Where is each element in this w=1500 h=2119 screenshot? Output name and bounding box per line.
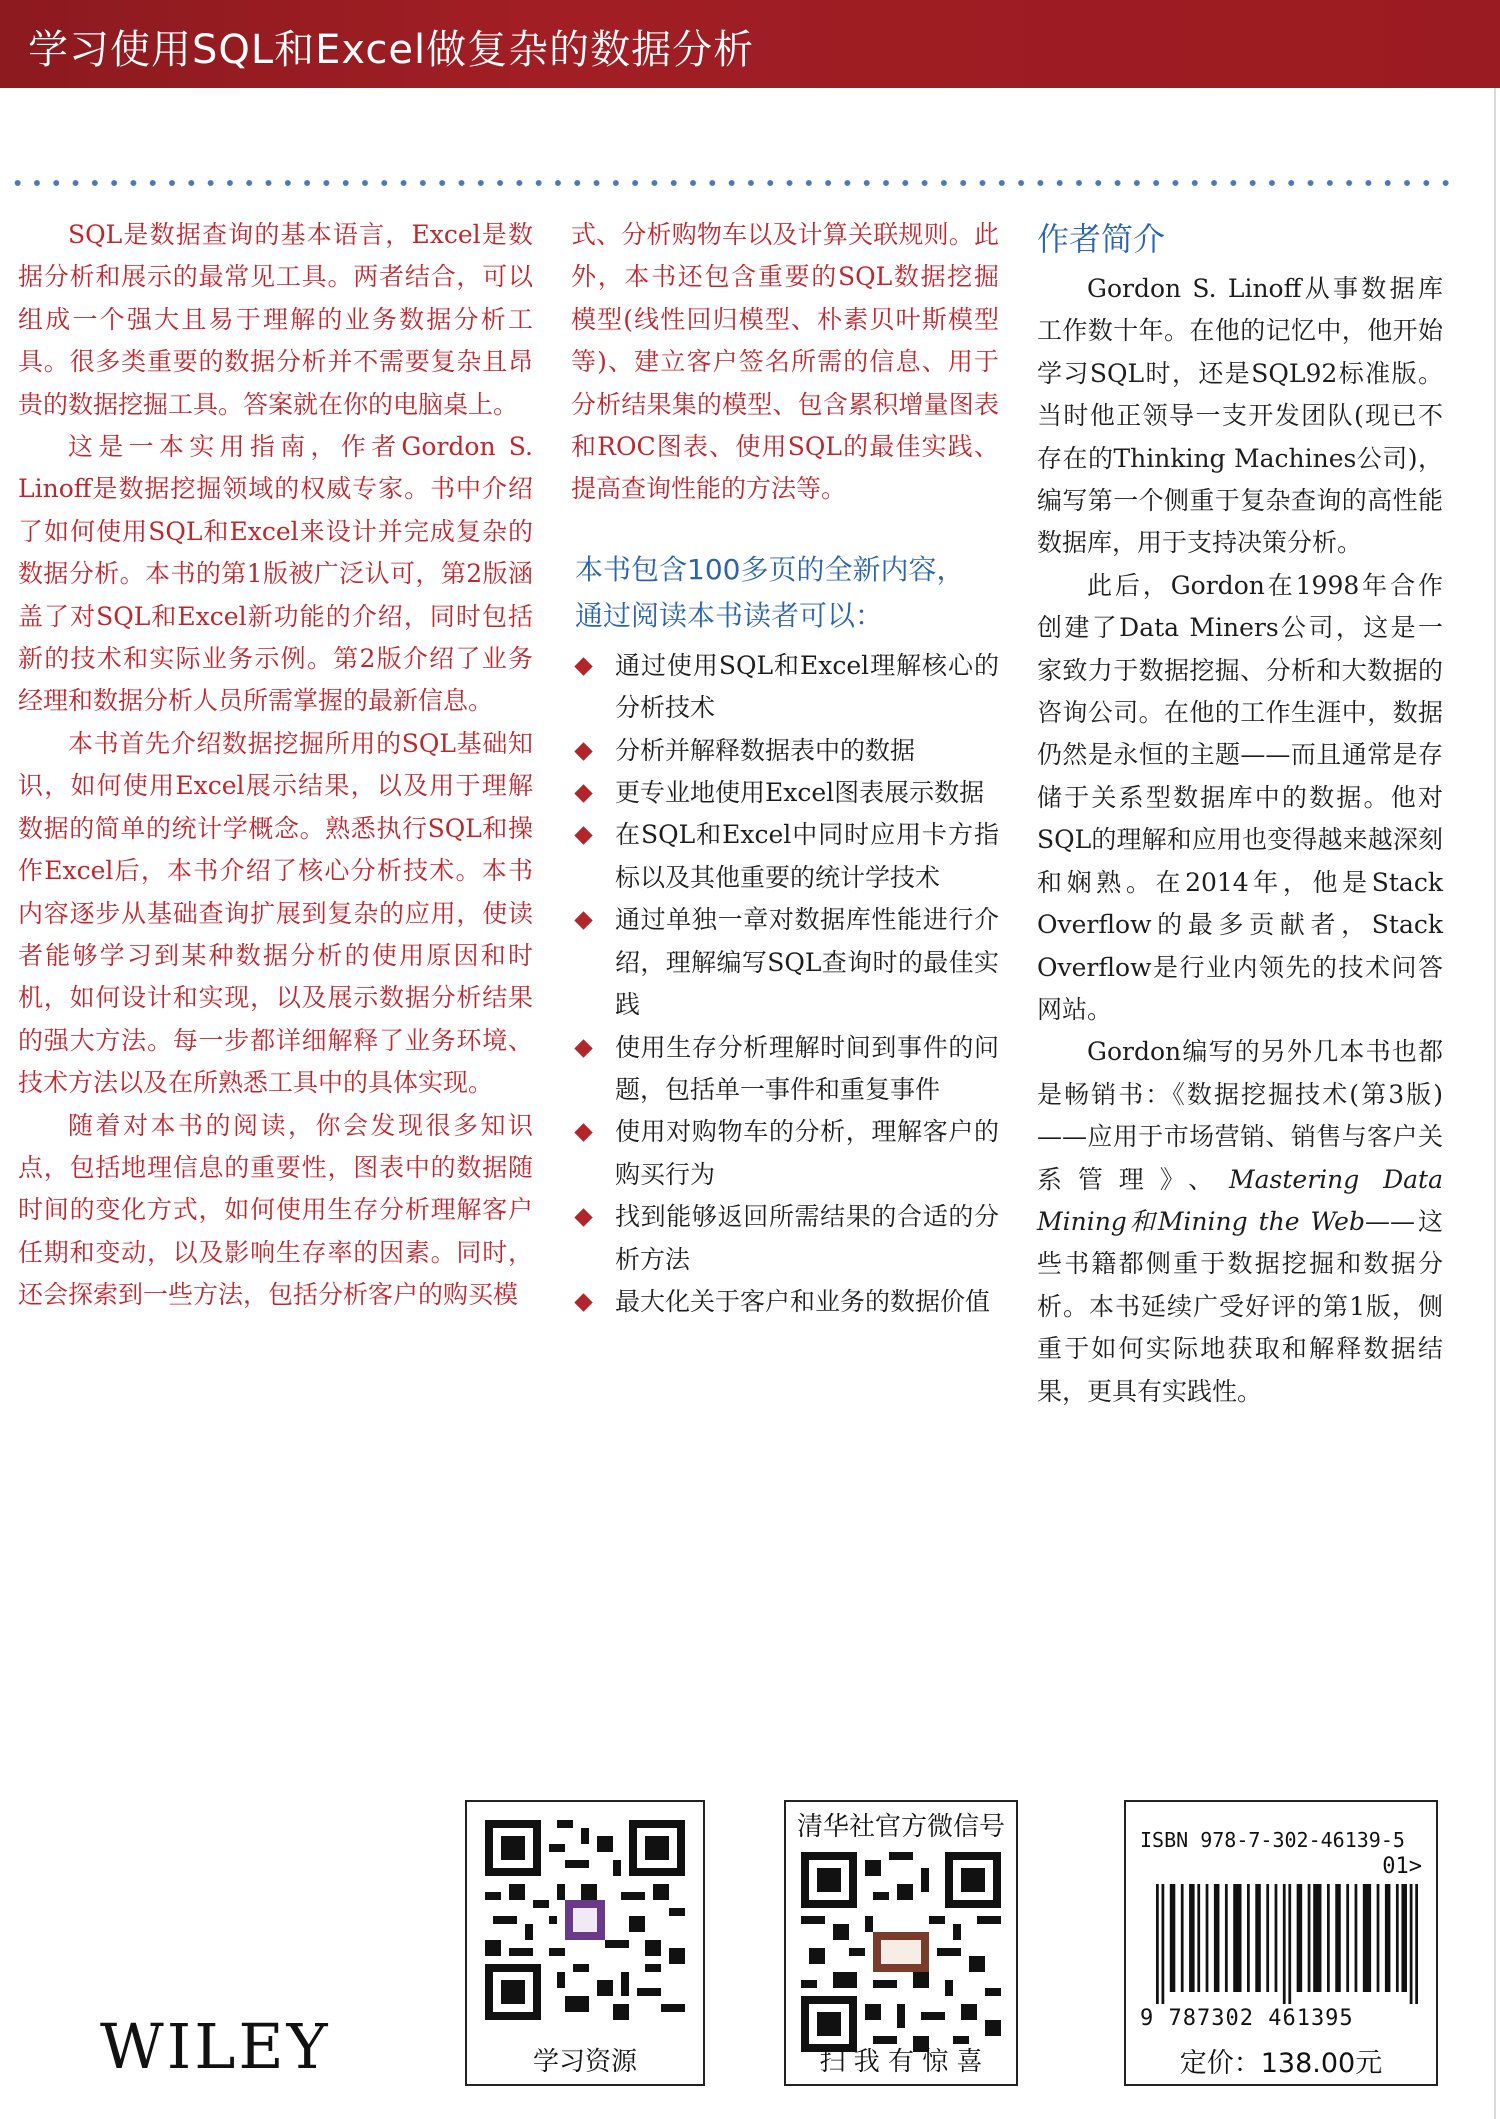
isbn-addon-code: 01> xyxy=(1382,1854,1422,1879)
features-heading-line1: 本书包含100多页的全新内容， xyxy=(575,552,965,586)
author-heading: 作者简介 xyxy=(1037,220,1166,258)
learning-resources-qr-box xyxy=(465,1800,705,2086)
intro-paragraph: 本书首先介绍数据挖掘所用的SQL基础知识，如何使用Excel展示结果，以及用于理解数据的简单的统计学概念。熟悉执行SQL和操作Excel后，本书介绍了核心分析技术。本书内容逐步从基础查询扩展到复杂的应用，使读者能够学习到某种数据分析的使用原因和时机，如何设计和实现，以及展示数据分析结果的强大方法。每一步都详细解释了业务环境、技术方法以及在所熟悉工具中的具体实现。 xyxy=(18,728,533,1098)
feature-item: 分析并解释数据表中的数据 xyxy=(571,730,999,772)
feature-item: 在SQL和Excel中同时应用卡方指标以及其他重要的统计学技术 xyxy=(571,814,999,899)
book-titles-italic: Mastering Data Mining和Mining the Web xyxy=(1037,1164,1443,1236)
feature-item: 使用生存分析理解时间到事件的问题，包括单一事件和重复事件 xyxy=(571,1027,999,1112)
banner-title: 学习使用SQL和Excel做复杂的数据分析 xyxy=(28,27,755,73)
isbn-number: ISBN 978-7-302-46139-5 xyxy=(1140,1828,1405,1852)
author-column xyxy=(1037,214,1443,1413)
top-banner xyxy=(0,0,1500,88)
features-heading xyxy=(575,547,999,639)
intro-column xyxy=(18,214,533,1317)
qr-code-icon[interactable] xyxy=(485,1820,685,2020)
author-paragraph: 此后，Gordon在1998年合作创建了Data Miners公司，这是一家致力于数据挖掘、分析和大数据的咨询公司。在他的工作生涯中，数据仍然是永恒的主题——而且通常是存储于关系型数据库中的数据。他对SQL的理解和应用也变得越来越深刻和娴熟。在2014年，他是Stack Overflow的最多贡献者，Stack Overflow是行业内领先的技术问答网站。 xyxy=(1037,570,1443,1024)
learning-resources-label: 学习资源 xyxy=(532,2047,637,2077)
feature-list xyxy=(571,645,999,1324)
feature-item: 使用对购物车的分析，理解客户的购买行为 xyxy=(571,1111,999,1196)
scan-prompt-label: 扫 我 有 惊 喜 xyxy=(819,2047,983,2077)
author-text: Gordon编写的另外几本书也都是畅销书：《数据挖掘技术(第3版)——应用于市场营销、销售与客户关系管理》、 xyxy=(1037,1037,1443,1194)
author-text: ——这些书籍都侧重于数据挖掘和数据分析。本书延续广受好评的第1版，侧重于如何实际地获取和解释数据结果，更具有实践性。 xyxy=(1037,1206,1443,1406)
barcode-icon xyxy=(1156,1884,1418,2004)
features-heading-line2: 通过阅读本书读者可以： xyxy=(575,598,884,632)
intro-continuation: 式、分析购物车以及计算关联规则。此外，本书还包含重要的SQL数据挖掘模型(线性回归模型、朴素贝叶斯模型等)、建立客户签名所需的信息、用于分析结果集的模型、包含累积增量图表和ROC图表、使用SQL的最佳实践、提高查询性能的方法等。 xyxy=(571,220,999,504)
barcode-digits: 9 787302 461395 xyxy=(1140,2006,1354,2031)
page-edge xyxy=(1494,88,1496,2119)
feature-item: 找到能够返回所需结果的合适的分析方法 xyxy=(571,1196,999,1281)
feature-item: 通过使用SQL和Excel理解核心的分析技术 xyxy=(571,645,999,730)
wechat-qr-code-icon[interactable] xyxy=(801,1852,1001,2052)
wiley-logo: WILEY xyxy=(100,2010,331,2083)
author-paragraph xyxy=(1037,1031,1443,1413)
middle-column xyxy=(571,214,999,1323)
wechat-qr-box xyxy=(784,1800,1018,2086)
intro-paragraph: 随着对本书的阅读，你会发现很多知识点，包括地理信息的重要性，图表中的数据随时间的变化方式，如何使用生存分析理解客户任期和变动，以及影响生存率的因素。同时，还会探索到一些方法，包括分析客户的购买模 xyxy=(18,1110,533,1310)
feature-item: 通过单独一章对数据库性能进行介绍，理解编写SQL查询时的最佳实践 xyxy=(571,899,999,1026)
intro-paragraph: SQL是数据查询的基本语言，Excel是数据分析和展示的最常见工具。两者结合，可以组成一个强大且易于理解的业务数据分析工具。很多类重要的数据分析并不需要复杂且昂贵的数据挖掘工具。答案就在你的电脑桌上。 xyxy=(18,220,533,419)
dotted-divider xyxy=(8,178,1456,188)
wechat-account-label: 清华社官方微信号 xyxy=(796,1812,1005,1842)
feature-item: 最大化关于客户和业务的数据价值 xyxy=(571,1281,999,1323)
author-paragraph: Gordon S. Linoff从事数据库工作数十年。在他的记忆中，他开始学习SQL时，还是SQL92标准版。当时他正领导一支开发团队(现已不存在的Thinking Machines公司)，编写第一个侧重于复杂查询的高性能数据库，用于支持决策分析。 xyxy=(1037,274,1443,558)
intro-paragraph: 这是一本实用指南，作者Gordon S. Linoff是数据挖掘领域的权威专家。书中介绍了如何使用SQL和Excel来设计并完成复杂的数据分析。本书的第1版被广泛认可，第2版涵盖了对SQL和Excel新功能的介绍，同时包括新的技术和实际业务示例。第2版介绍了业务经理和数据分析人员所需掌握的最新信息。 xyxy=(18,432,533,716)
feature-item: 更专业地使用Excel图表展示数据 xyxy=(571,772,999,814)
isbn-box xyxy=(1124,1800,1438,2086)
price-label: 定价：138.00元 xyxy=(1179,2048,1383,2079)
